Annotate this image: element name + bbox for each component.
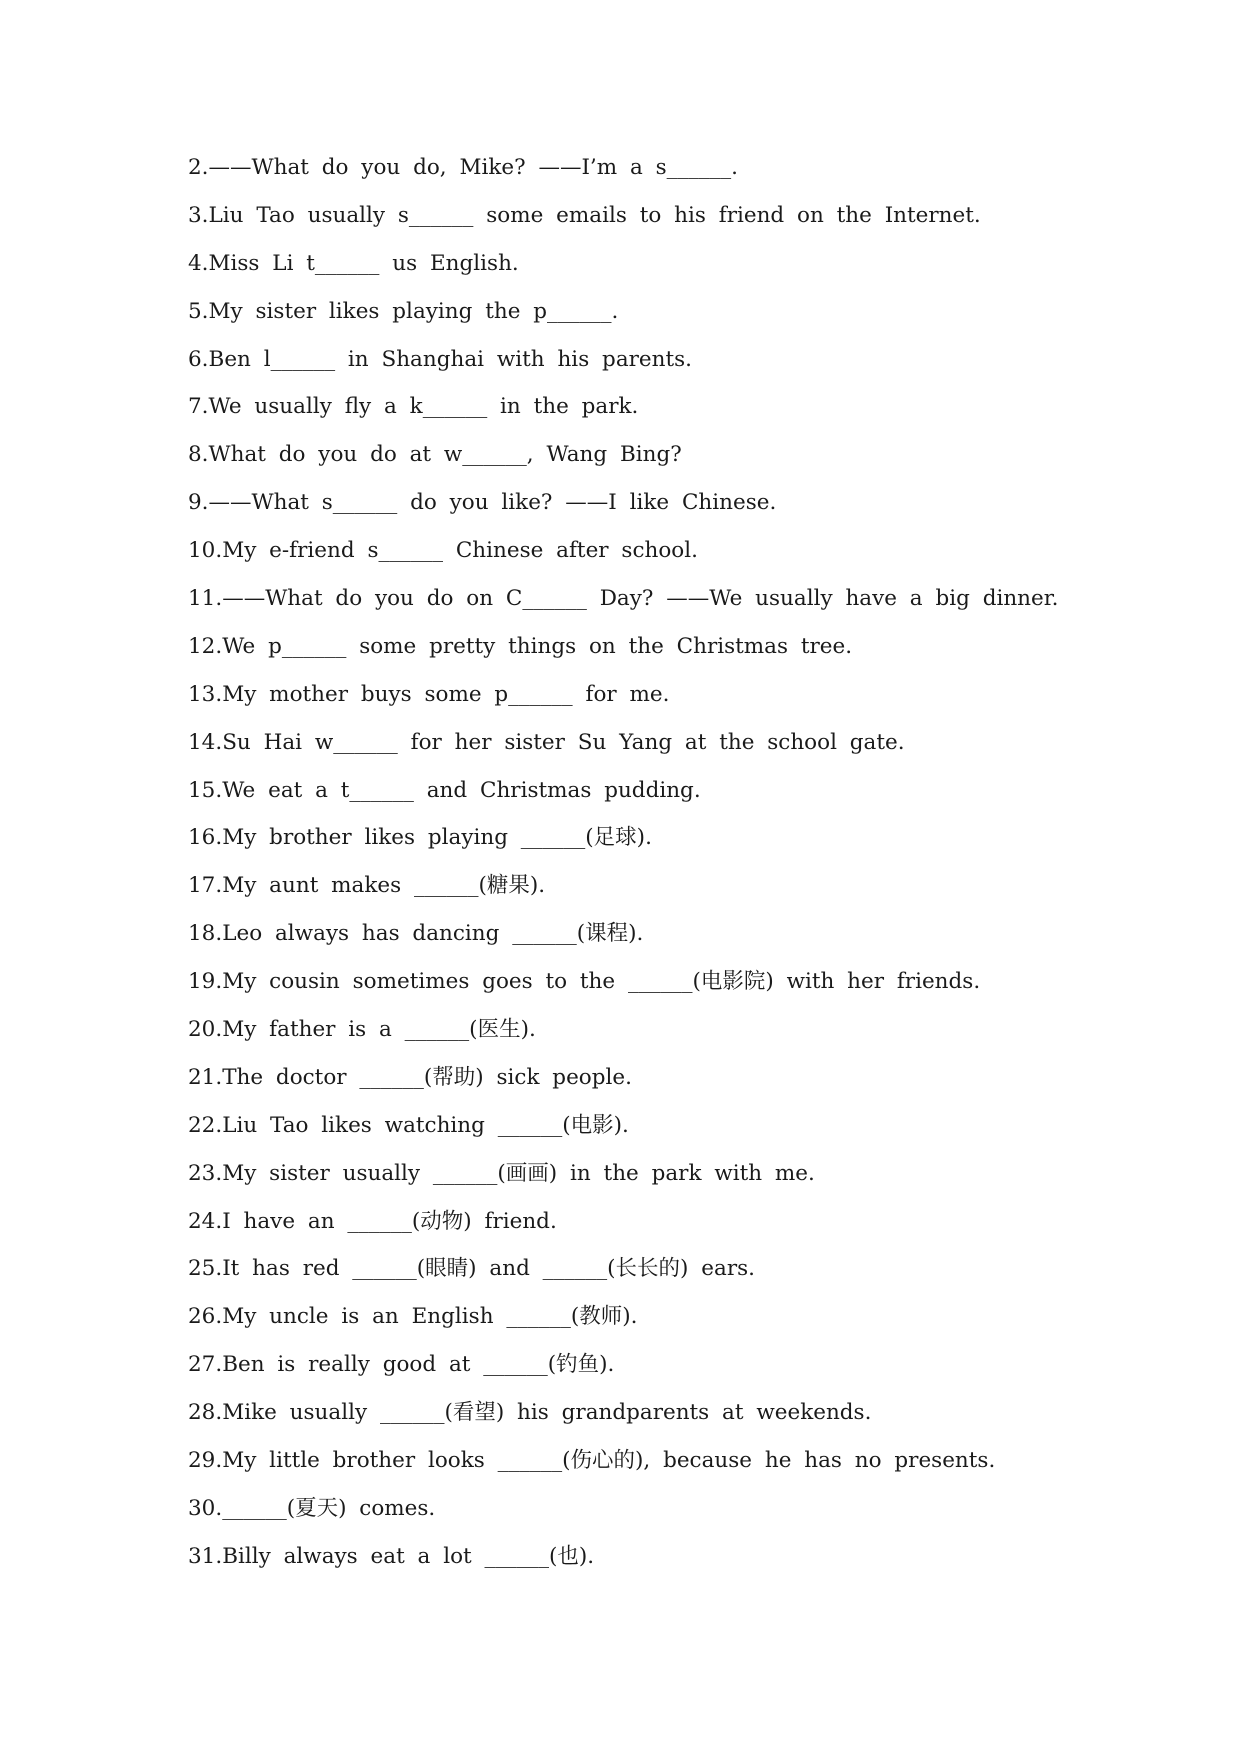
question-item: 11.——What do you do on C______ Day? ——We usually have a big dinner. [188,586,1059,612]
question-item: 18.Leo always has dancing ______(课程). [188,921,644,947]
question-item: 2.——What do you do, Mike? ——I’m a s______. [188,155,739,180]
question-item: 16.My brother likes playing ______(足球). [188,825,652,851]
question-item: 19.My cousin sometimes goes to the ______(电影院) with her friends. [188,969,981,995]
question-item: 21.The doctor ______(帮助) sick people. [188,1064,632,1090]
question-item: 4.Miss Li t______ us English. [188,250,519,276]
question-item: 17.My aunt makes ______(糖果). [188,873,546,899]
question-item: 27.Ben is really good at ______(钓鱼). [188,1352,615,1378]
question-item: 5.My sister likes playing the p______. [188,298,619,324]
question-item: 8.What do you do at w______, Wang Bing? [188,442,682,468]
question-list [188,148,1208,1585]
question-item: 24.I have an ______(动物) friend. [188,1208,557,1234]
question-item: 31.Billy always eat a lot ______(也). [188,1543,595,1569]
question-item: 30.______(夏天) comes. [188,1495,436,1521]
question-item: 26.My uncle is an English ______(教师). [188,1304,638,1330]
question-item: 3.Liu Tao usually s______ some emails to his friend on the Internet. [188,202,981,228]
question-item: 9.——What s______ do you like? ——I like Chinese. [188,490,777,516]
question-item: 6.Ben l______ in Shanghai with his parents. [188,346,692,372]
question-item: 29.My little brother looks ______(伤心的), because he has no presents. [188,1448,996,1474]
question-item: 25.It has red ______(眼睛) and ______(长长的) ears. [188,1256,755,1282]
question-item: 22.Liu Tao likes watching ______(电影). [188,1112,629,1138]
question-item: 28.Mike usually ______(看望) his grandparents at weekends. [188,1400,872,1426]
question-item: 13.My mother buys some p______ for me. [188,681,670,707]
question-item: 14.Su Hai w______ for her sister Su Yang at the school gate. [188,729,905,755]
question-item: 15.We eat a t______ and Christmas pudding. [188,777,701,803]
question-item: 23.My sister usually ______(画画) in the park with me. [188,1160,815,1186]
question-item: 12.We p______ some pretty things on the Christmas tree. [188,633,853,659]
question-item: 7.We usually fly a k______ in the park. [188,394,639,420]
question-item: 20.My father is a ______(医生). [188,1017,536,1043]
question-item: 10.My e-friend s______ Chinese after school. [188,538,698,564]
